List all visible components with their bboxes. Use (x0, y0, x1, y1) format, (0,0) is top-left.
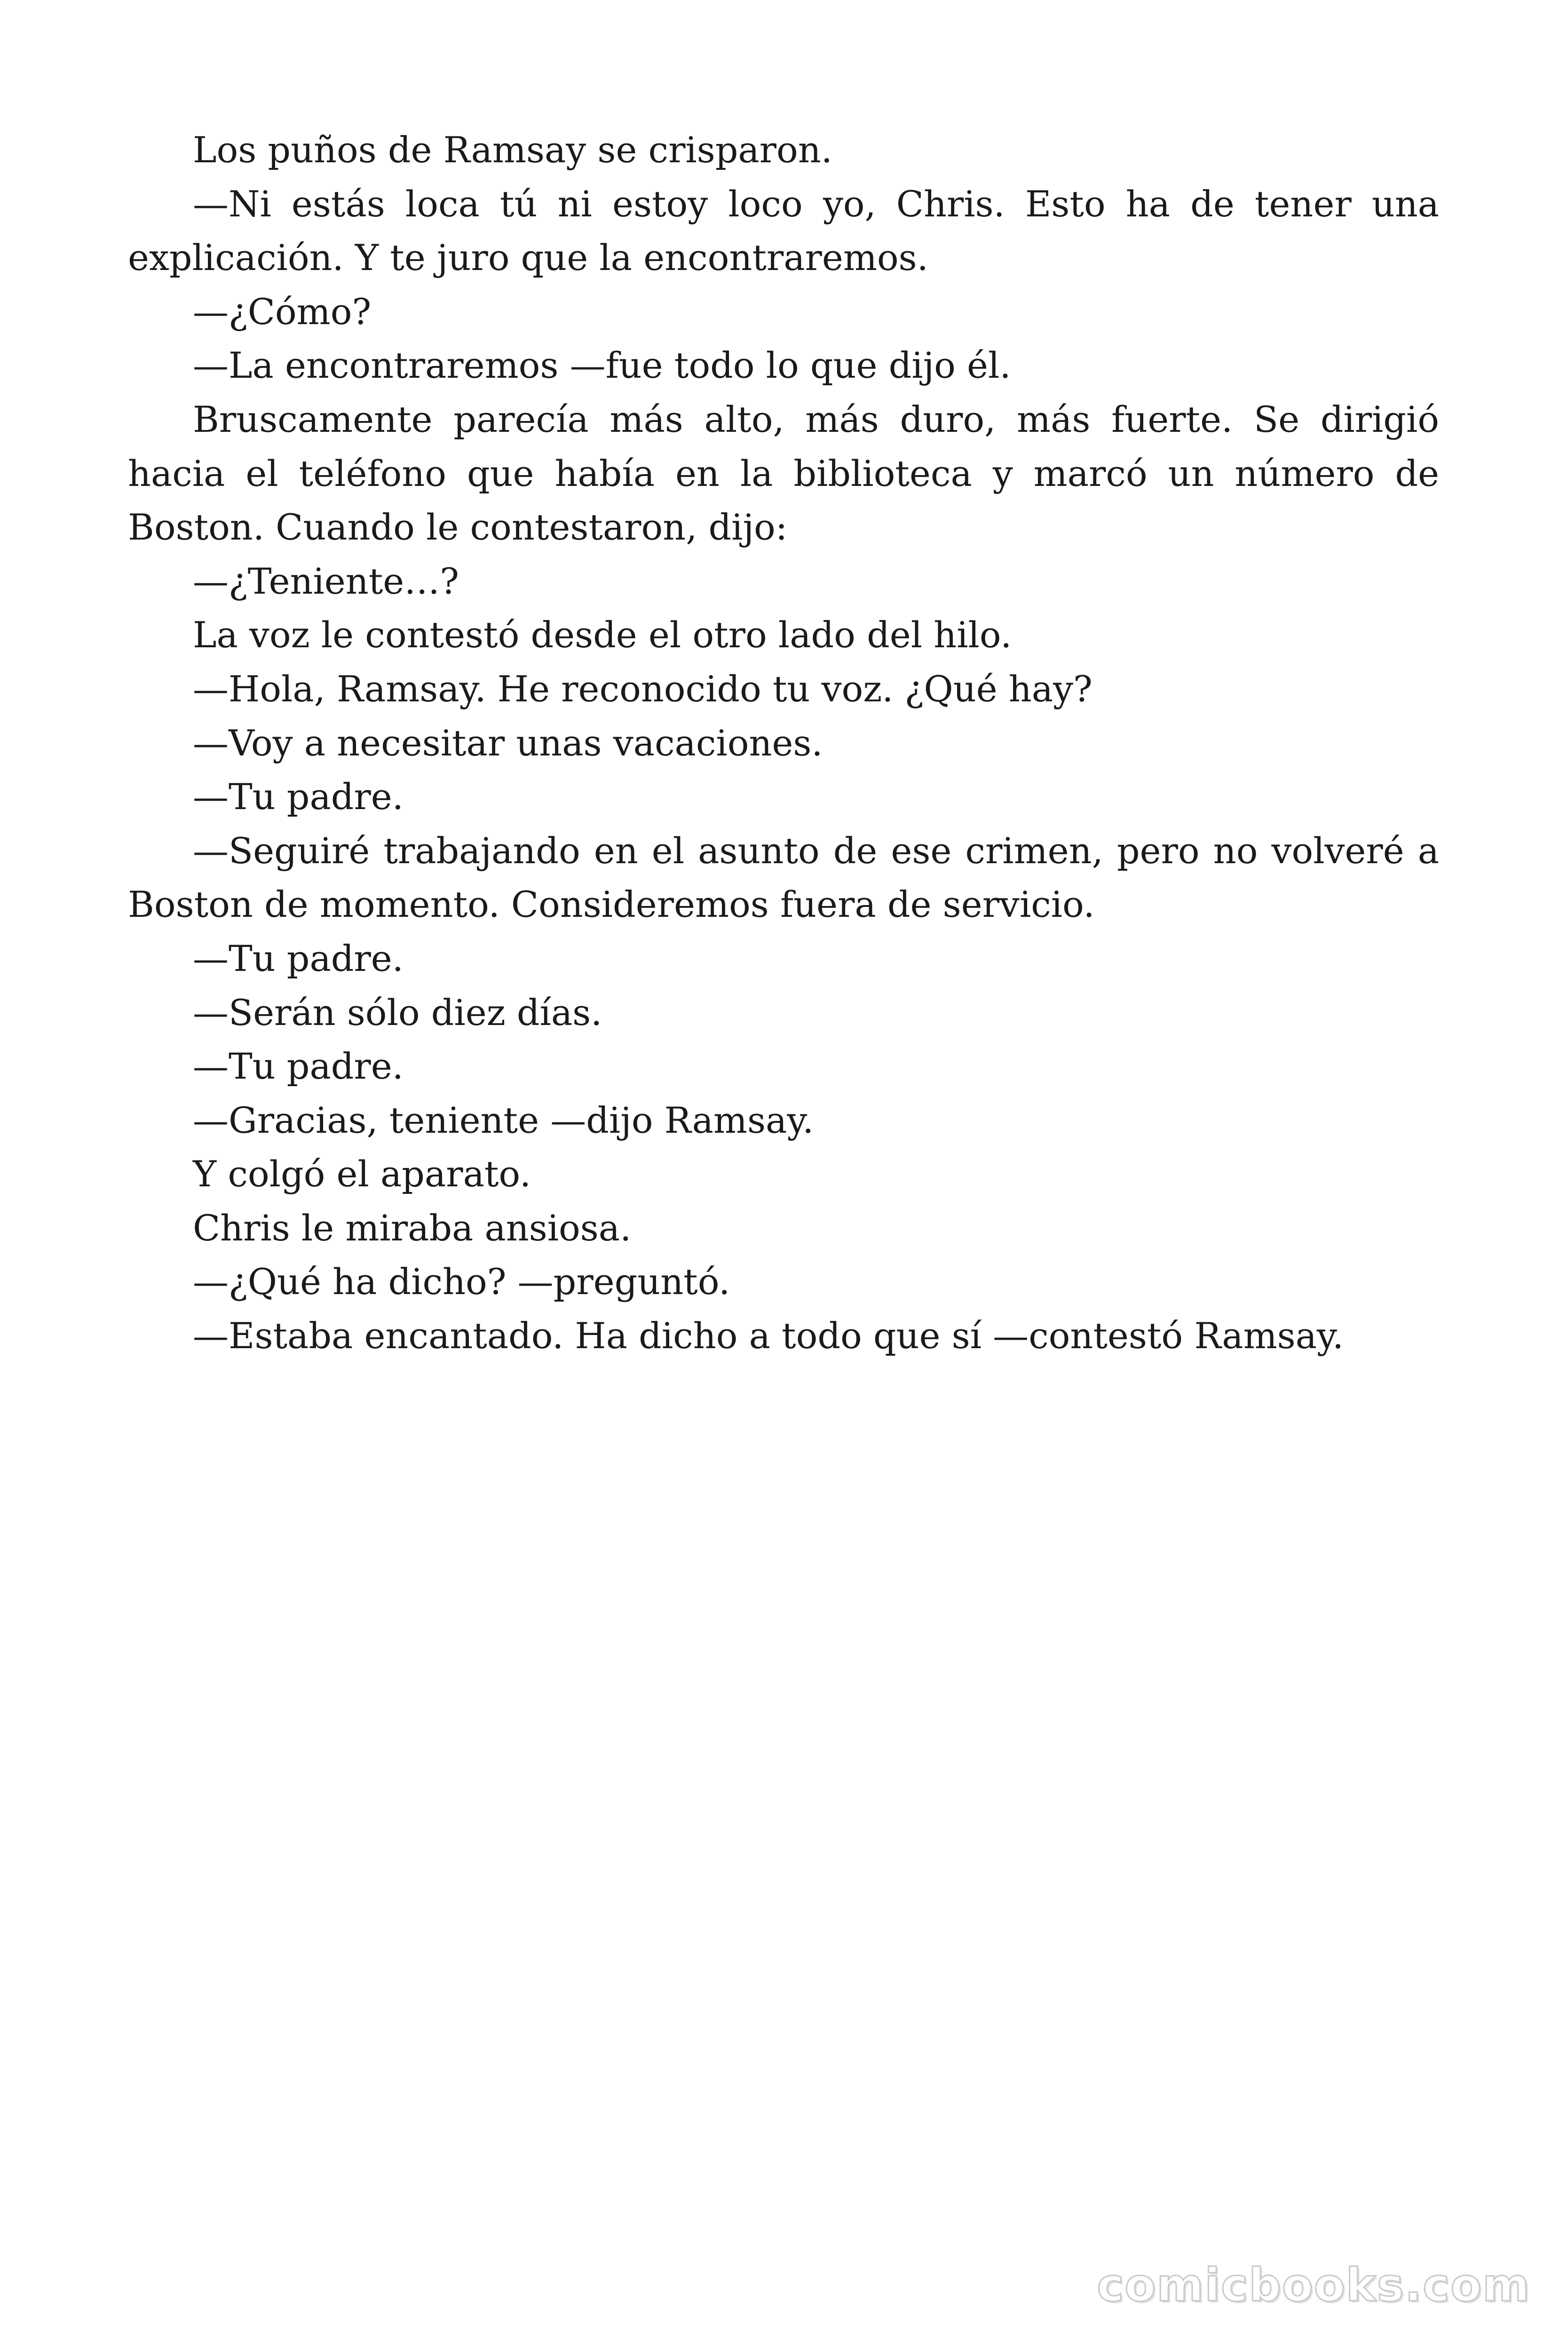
paragraph: —Tu padre. (193, 776, 404, 818)
paragraph: Bruscamente parecía más alto, más duro, más fuerte. Se dirigió hacia el teléfono que había en la biblioteca y marcó un número de Boston. Cuando le contestaron, dijo: (128, 398, 1439, 548)
paragraph: —Voy a necesitar unas vacaciones. (193, 722, 823, 764)
paragraph: —Tu padre. (193, 937, 404, 979)
paragraph: Y colgó el aparato. (193, 1153, 531, 1195)
paragraph: —¿Cómo? (193, 290, 372, 333)
paragraph: —Serán sólo diez días. (193, 991, 602, 1033)
paragraph: —Ni estás loca tú ni estoy loco yo, Chris. Esto ha de tener una explicación. Y te juro que la encontraremos. (128, 183, 1439, 279)
paragraph: La voz le contestó desde el otro lado del hilo. (193, 614, 1012, 656)
paragraph: —Gracias, teniente —dijo Ramsay. (193, 1099, 814, 1141)
paragraph: —Tu padre. (193, 1045, 404, 1088)
paragraph: —La encontraremos —fue todo lo que dijo él. (193, 344, 1011, 387)
paragraph: —Estaba encantado. Ha dicho a todo que sí —contestó Ramsay. (193, 1315, 1344, 1357)
body-text (128, 123, 1439, 1363)
paragraph: Los puños de Ramsay se crisparon. (193, 129, 832, 171)
paragraph: —Hola, Ramsay. He reconocido tu voz. ¿Qué hay? (193, 667, 1093, 710)
paragraph: —¿Qué ha dicho? —preguntó. (193, 1261, 730, 1303)
paragraph: Chris le miraba ansiosa. (193, 1207, 632, 1249)
watermark: comicbooks.com (1097, 2259, 1530, 2312)
paragraph: —¿Teniente…? (193, 560, 459, 602)
paragraph: —Seguiré trabajando en el asunto de ese crimen, pero no volveré a Boston de momento. Consideremos fuera de servicio. (128, 829, 1439, 926)
